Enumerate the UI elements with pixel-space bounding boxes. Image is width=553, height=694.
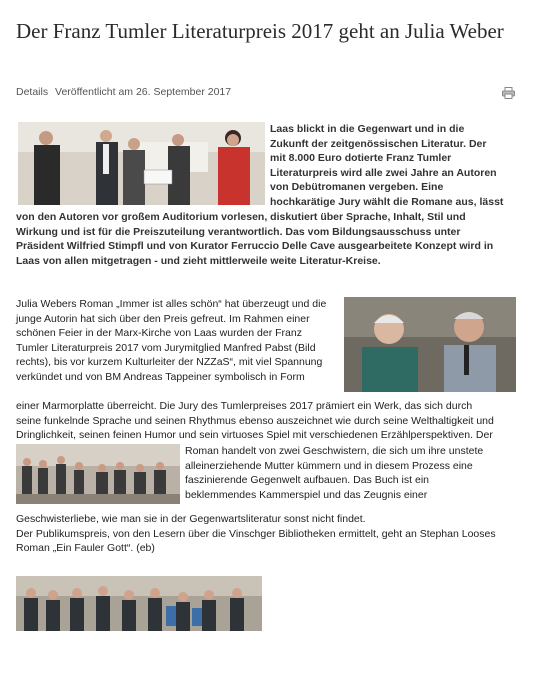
lead-paragraph-right <box>270 122 515 210</box>
body-line: verkündet und von BM Andreas Tappeiner symbolisch in Form <box>16 370 305 383</box>
body-line: rechts), bis vor kurzem Kulturleiter der NZZaS“, mit viel Spannung <box>16 356 323 369</box>
lead-line: Zukunft der zeitgenössischen Literatur. Der <box>270 137 487 150</box>
lead-line: Präsident Wilfried Stimpfl und von Kurator Ferruccio Delle Cave ausgearbeitete Konzept wird in <box>16 240 494 253</box>
body-line: faszinierende Gegenwelt aufbauen. Das Buch ist ein <box>185 474 429 487</box>
body-line: einer Marmorplatte überreicht. Die Jury des Tumlerpreises 2017 prämiert ein Werk, das sich durch <box>16 400 473 412</box>
lead-line: Laas blickt in die Gegenwart und in die <box>270 123 465 135</box>
lead-line: Laas von allen mitgetragen - und zieht mittlerweile weite Literatur-Kreise. <box>16 254 381 267</box>
body-paragraph-full <box>16 399 516 443</box>
body-line: schönen Feier in der Marx-Kirche von Laas wurden der Franz <box>16 327 302 340</box>
body-paragraph-right <box>185 444 510 502</box>
ceremony-photo <box>18 122 265 205</box>
body-line: seine funkelnde Sprache und seinen Rhythmus ebenso auszeichnet wie durch seine Welthaltigkeit und <box>16 414 494 427</box>
lead-line: mit 8.000 Euro dotierte Franz Tumler <box>270 152 452 165</box>
lead-line: von Debütromanen vergeben. Eine <box>270 181 444 194</box>
audience-photo <box>16 444 180 504</box>
panel-photo <box>16 576 262 631</box>
body-line: Geschwisterliebe, wie man sie in der Gegenwartsliteratur sonst nicht findet. <box>16 513 366 525</box>
body-line: beklemmendes Kammerspiel und das Zeugnis einer <box>185 488 428 501</box>
body-line: Roman „Ein Fauler Gott“. (eb) <box>16 542 155 555</box>
body-paragraph-left <box>16 297 340 385</box>
lead-line: hochkarätige Jury wählt die Romane aus, lässt <box>270 195 504 208</box>
body-line: Tumler Literaturpreis 2017 vom Jurymitglied Manfred Pabst (Bild <box>16 341 316 354</box>
body-paragraph-closing <box>16 512 516 556</box>
print-icon[interactable] <box>502 86 515 98</box>
body-line: Roman handelt von zwei Geschwistern, die sich um ihre unstete <box>185 445 484 457</box>
jury-photo <box>344 297 516 392</box>
body-line: alleinerziehende Mutter kümmern und in diesem Prozess eine <box>185 459 473 472</box>
lead-line: Literaturpreis wird alle zwei Jahre an Autoren <box>270 166 497 179</box>
body-line: Der Publikumspreis, von den Lesern über die Vinschger Bibliotheken ermittelt, geht an Stephan Looses <box>16 527 496 540</box>
body-line: Dringlichkeit, seinen feinen Humor und sein virtuoses Spiel mit verschiedenen Erzählperspektiven. Der <box>16 429 493 442</box>
article-meta <box>16 86 235 98</box>
body-line: junge Autorin hat sich über den Preis gefreut. Im Rahmen einer <box>16 312 310 325</box>
lead-line: von den Autoren vor großem Auditorium vorlesen, diskutiert über Sprache, Inhalt, Stil und <box>16 211 466 223</box>
lead-paragraph-full <box>16 210 516 268</box>
article-title: Der Franz Tumler Literaturpreis 2017 geht an Julia Weber <box>16 19 504 43</box>
lead-line: Wirkung und ist für die Preiszuteilung verantwortlich. Das vom Bildungsausschuss unter <box>16 225 461 238</box>
body-line: Julia Webers Roman „Immer ist alles schön“ hat überzeugt und die <box>16 298 327 310</box>
published-date: Veröffentlicht am 26. September 2017 <box>55 86 232 98</box>
details-label: Details <box>16 86 49 98</box>
